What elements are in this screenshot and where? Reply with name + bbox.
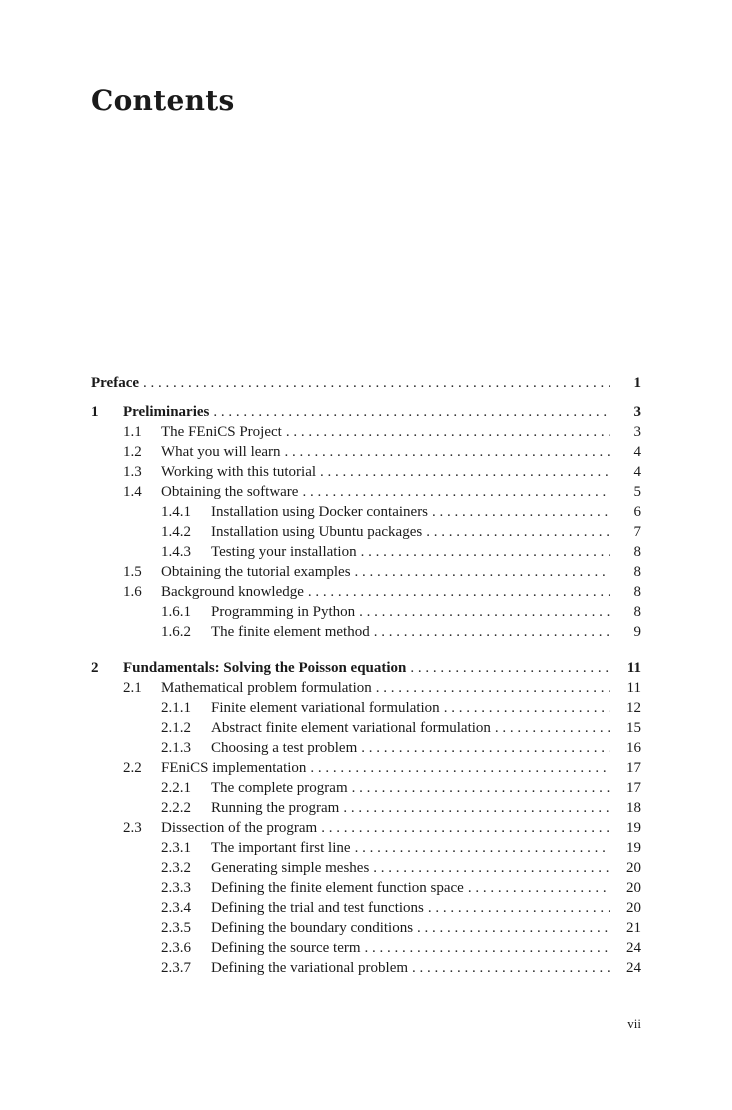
toc-entry-number: 2.3.6 xyxy=(161,940,191,956)
toc-entry-label: Generating simple meshes xyxy=(211,860,370,876)
toc-entry-page: 12 xyxy=(626,700,641,716)
toc-entry-label: What you will learn xyxy=(161,444,281,460)
toc-entry[interactable] xyxy=(0,938,732,958)
leader-dots xyxy=(412,958,610,978)
toc-entry-number: 2.2.2 xyxy=(161,800,191,816)
leader-dots xyxy=(355,562,610,582)
toc-entry-number: 1.4.2 xyxy=(161,524,191,540)
toc-entry[interactable] xyxy=(0,582,732,602)
toc-entry-label: Testing your installation xyxy=(211,544,357,560)
leader-dots xyxy=(310,758,610,778)
toc-entry-number: 2.2 xyxy=(123,760,142,776)
toc-entry-page: 7 xyxy=(633,524,641,540)
leader-dots xyxy=(426,522,610,542)
toc-entry-number: 1.5 xyxy=(123,564,142,580)
toc-entry-page: 20 xyxy=(626,900,641,916)
toc-entry-label: Obtaining the tutorial examples xyxy=(161,564,351,580)
toc-entry-number: 1.2 xyxy=(123,444,142,460)
toc-entry-number: 1.6 xyxy=(123,584,142,600)
toc-entry-page: 9 xyxy=(633,624,641,640)
leader-dots xyxy=(143,373,610,393)
toc-entry-page: 20 xyxy=(626,860,641,876)
toc-entry-page: 3 xyxy=(633,404,641,420)
toc-entry[interactable] xyxy=(0,462,732,482)
toc-entry[interactable] xyxy=(0,918,732,938)
leader-dots xyxy=(308,582,610,602)
toc-entry[interactable] xyxy=(0,522,732,542)
toc-entry-label: Mathematical problem formulation xyxy=(161,680,372,696)
toc-entry-page: 16 xyxy=(626,740,641,756)
toc-entry-page: 18 xyxy=(626,800,641,816)
toc-entry-label: Defining the boundary conditions xyxy=(211,920,414,936)
toc-entry-number: 2.1.1 xyxy=(161,700,191,716)
toc-entry-label: Fundamentals: Solving the Poisson equation xyxy=(123,660,407,676)
toc-entry-number: 1.1 xyxy=(123,424,142,440)
toc-entry-label: Defining the trial and test functions xyxy=(211,900,424,916)
toc-entry-number: 2.1.3 xyxy=(161,740,191,756)
leader-dots xyxy=(373,858,610,878)
toc-entry-page: 6 xyxy=(633,504,641,520)
toc-entry-label: Installation using Docker containers xyxy=(211,504,429,520)
toc-entry-page: 17 xyxy=(626,780,641,796)
toc-entry-number: 2.3.1 xyxy=(161,840,191,856)
toc-entry-page: 8 xyxy=(633,564,641,580)
toc-entry[interactable] xyxy=(0,758,732,778)
toc-entry-label: Installation using Ubuntu packages xyxy=(211,524,423,540)
toc-entry-number: 1 xyxy=(91,404,99,420)
leader-dots xyxy=(468,878,610,898)
toc-entry-number: 2.3.4 xyxy=(161,900,191,916)
leader-dots xyxy=(417,918,610,938)
leader-dots xyxy=(376,678,610,698)
toc-entry-label: Defining the source term xyxy=(211,940,361,956)
toc-entry[interactable] xyxy=(0,898,732,918)
toc-entry-page: 11 xyxy=(626,660,641,676)
leader-dots xyxy=(352,778,610,798)
toc-entry[interactable] xyxy=(0,622,732,642)
toc-entry-number: 2.3.7 xyxy=(161,960,191,976)
leader-dots xyxy=(495,718,610,738)
toc-entry-page: 19 xyxy=(626,820,641,836)
toc-entry-number: 2.3 xyxy=(123,820,142,836)
toc-entry-number: 1.3 xyxy=(123,464,142,480)
toc-entry-page: 4 xyxy=(633,464,641,480)
toc-entry[interactable] xyxy=(0,402,732,422)
toc-entry-label: Obtaining the software xyxy=(161,484,299,500)
toc-entry-label: Defining the finite element function space xyxy=(211,880,464,896)
toc-entry-page: 4 xyxy=(633,444,641,460)
toc-entry[interactable] xyxy=(0,878,732,898)
toc-entry[interactable] xyxy=(0,373,732,393)
toc-entry-number: 2.3.5 xyxy=(161,920,191,936)
toc-entry-number: 1.4 xyxy=(123,484,142,500)
toc-entry[interactable] xyxy=(0,818,732,838)
toc-entry-page: 8 xyxy=(633,544,641,560)
toc-entry[interactable] xyxy=(0,838,732,858)
toc-entry[interactable] xyxy=(0,958,732,978)
toc-entry[interactable] xyxy=(0,718,732,738)
leader-dots xyxy=(321,818,610,838)
toc-entry[interactable] xyxy=(0,698,732,718)
toc-entry[interactable] xyxy=(0,602,732,622)
toc-entry-page: 5 xyxy=(633,484,641,500)
toc-entry-label: The finite element method xyxy=(211,624,370,640)
toc-entry[interactable] xyxy=(0,658,732,678)
leader-dots xyxy=(374,622,610,642)
toc-entry-page: 21 xyxy=(626,920,641,936)
toc-entry-label: Preliminaries xyxy=(123,404,210,420)
toc-entry[interactable] xyxy=(0,542,732,562)
leader-dots xyxy=(432,502,610,522)
toc-entry-label: The complete program xyxy=(211,780,348,796)
toc-entry-page: 15 xyxy=(626,720,641,736)
leader-dots xyxy=(355,838,610,858)
toc-entry[interactable] xyxy=(0,422,732,442)
toc-entry-label: Running the program xyxy=(211,800,340,816)
page-number: vii xyxy=(627,1016,641,1031)
leader-dots xyxy=(444,698,610,718)
leader-dots xyxy=(359,602,610,622)
leader-dots xyxy=(343,798,610,818)
toc-entry-page: 8 xyxy=(633,584,641,600)
toc-entry-page: 8 xyxy=(633,604,641,620)
toc-entry-page: 20 xyxy=(626,880,641,896)
toc-entry-page: 24 xyxy=(626,960,641,976)
toc-entry-label: Defining the variational problem xyxy=(211,960,409,976)
toc-entry[interactable] xyxy=(0,738,732,758)
toc-entry-label: Finite element variational formulation xyxy=(211,700,440,716)
toc-entry-number: 2.1 xyxy=(123,680,142,696)
leader-dots xyxy=(428,898,610,918)
toc-entry[interactable] xyxy=(0,858,732,878)
toc-entry-label: Programming in Python xyxy=(211,604,356,620)
toc-entry-label: Dissection of the program xyxy=(161,820,318,836)
toc-entry-number: 1.4.1 xyxy=(161,504,191,520)
toc-entry-page: 17 xyxy=(626,760,641,776)
toc-entry[interactable] xyxy=(0,442,732,462)
leader-dots xyxy=(286,422,610,442)
toc-entry[interactable] xyxy=(0,678,732,698)
toc-entry-number: 2 xyxy=(91,660,99,676)
toc-entry-label: The FEniCS Project xyxy=(161,424,282,440)
toc-entry-label: Choosing a test problem xyxy=(211,740,358,756)
toc-entry-label: Preface xyxy=(91,375,140,391)
toc-entry-number: 1.6.1 xyxy=(161,604,191,620)
toc-entry-label: Working with this tutorial xyxy=(161,464,317,480)
toc-entry-number: 2.3.3 xyxy=(161,880,191,896)
leader-dots xyxy=(361,738,610,758)
toc-entry-page: 1 xyxy=(633,375,641,391)
leader-dots xyxy=(285,442,610,462)
toc-entry-label: Background knowledge xyxy=(161,584,304,600)
toc-entry[interactable] xyxy=(0,778,732,798)
leader-dots xyxy=(365,938,610,958)
toc-entry-number: 2.3.2 xyxy=(161,860,191,876)
leader-dots xyxy=(320,462,610,482)
leader-dots xyxy=(213,402,610,422)
toc-entry[interactable] xyxy=(0,798,732,818)
toc-entry[interactable] xyxy=(0,562,732,582)
toc-entry[interactable] xyxy=(0,482,732,502)
toc-entry-number: 1.4.3 xyxy=(161,544,191,560)
toc-entry-label: Abstract finite element variational formulation xyxy=(211,720,491,736)
toc-entry-label: The important first line xyxy=(211,840,351,856)
toc-entry-number: 2.1.2 xyxy=(161,720,191,736)
leader-dots xyxy=(302,482,610,502)
toc-entry-page: 24 xyxy=(626,940,641,956)
leader-dots xyxy=(410,658,610,678)
toc-entry-page: 3 xyxy=(633,424,641,440)
toc-entry-label: FEniCS implementation xyxy=(161,760,307,776)
toc-entry-number: 1.6.2 xyxy=(161,624,191,640)
toc-entry[interactable] xyxy=(0,502,732,522)
toc-entry-page: 11 xyxy=(626,680,641,696)
leader-dots xyxy=(361,542,610,562)
toc-entry-page: 19 xyxy=(626,840,641,856)
toc-entry-number: 2.2.1 xyxy=(161,780,191,796)
page-title: Contents xyxy=(91,84,235,117)
